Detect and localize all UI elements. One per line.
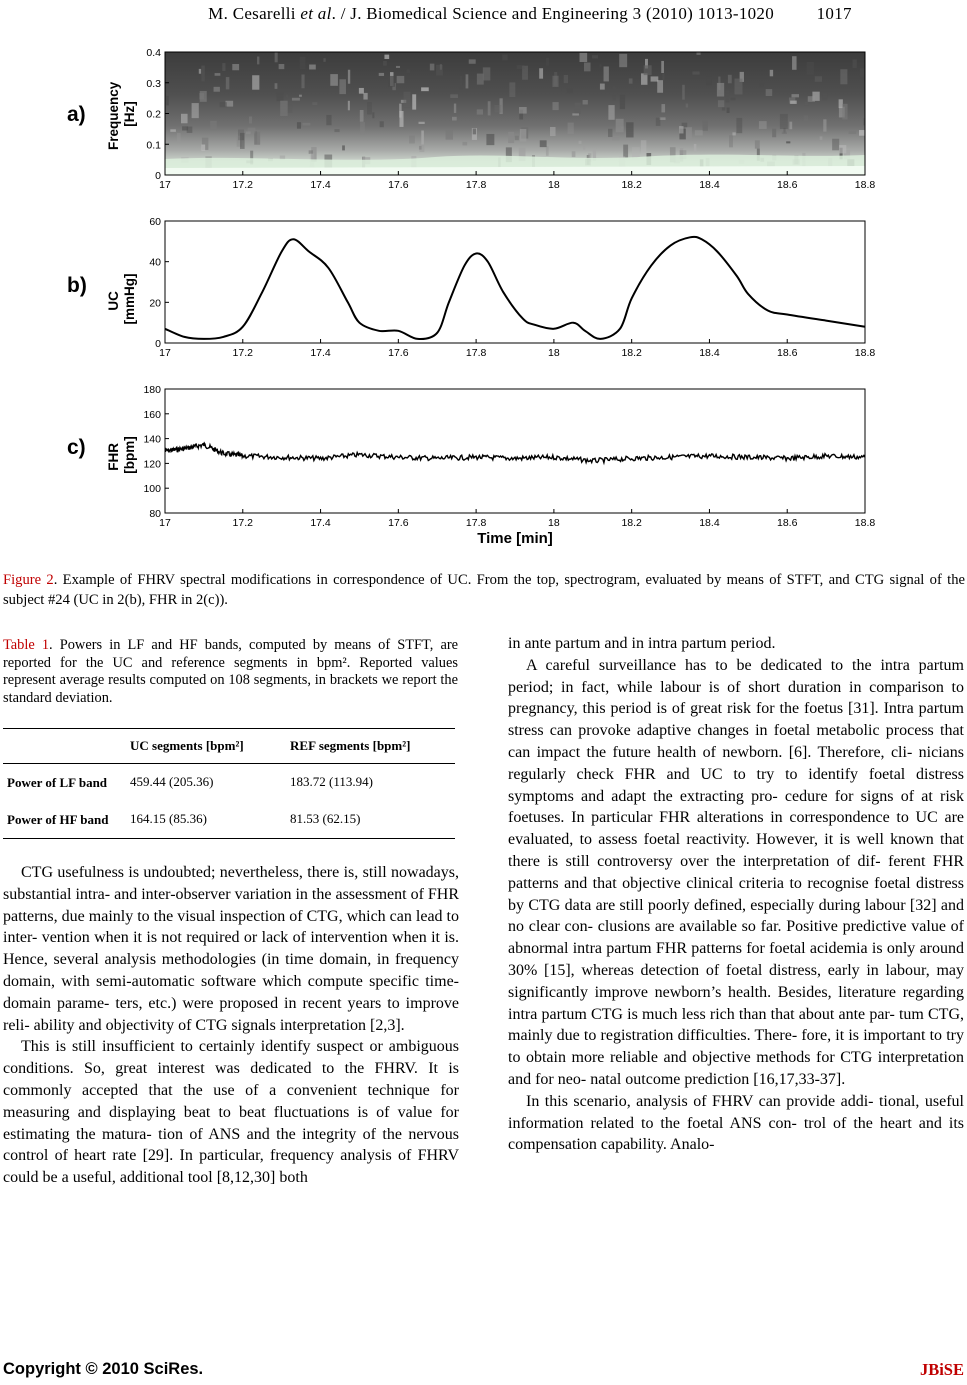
- x-axis-label: Time [min]: [477, 530, 553, 547]
- panel-c-tag: c): [67, 436, 86, 459]
- paragraph: This is still insufficient to certainly identify suspect or ambiguous conditions. So, great interest was dedicated to the FHRV. It is commonly accepted that the use of a convenient technique for measuring and displaying beat to beat fluctuations is of value for estimating the matura- tion of ANS and the integrity of the nervous control of heart rate [29]. In particular, frequency analysis of FHRV could be a useful, additional tool [8,12,30] both: [3, 1038, 459, 1187]
- spectrogram-cell: [226, 77, 230, 89]
- spectrogram-cell: [695, 130, 703, 135]
- spectrogram-cell: [842, 104, 847, 120]
- spectrogram-cell: [249, 117, 252, 124]
- y-tick-label: 0: [155, 170, 161, 182]
- spectrogram-cell: [383, 61, 387, 66]
- x-tick-label: 17: [159, 517, 171, 529]
- table-cell-uc: 459.44 (205.36): [130, 774, 214, 789]
- figure-caption-label: Figure 2: [3, 572, 54, 588]
- table-row: [3, 764, 455, 801]
- paragraph: In this scenario, analysis of FHRV can provide addi- tional, useful information related to the foetal ANS con- trol of the heart and its compensation capability. Analo-: [508, 1092, 964, 1154]
- spectrogram-cell: [300, 57, 306, 69]
- spectrogram-cell: [240, 133, 245, 149]
- spectrogram-cell: [696, 52, 700, 55]
- table-caption: [3, 637, 458, 707]
- x-tick-label: 18.2: [621, 517, 642, 529]
- x-tick-label: 18: [548, 347, 560, 359]
- spectrogram-cell: [789, 122, 792, 130]
- spectrogram-cell: [409, 136, 415, 144]
- x-tick-label: 17.6: [388, 179, 409, 191]
- spectrogram-cell: [612, 86, 615, 100]
- paragraph: in ante partum and in intra partum period.: [508, 635, 776, 652]
- spectrogram-cell: [323, 58, 325, 62]
- spectrogram-cell: [656, 118, 661, 126]
- spectrogram-cell: [220, 102, 227, 107]
- spectrogram-cell: [450, 94, 458, 98]
- spectrogram-cell: [210, 121, 217, 130]
- spectrogram-cell: [309, 150, 313, 154]
- spectrogram-cell: [275, 52, 278, 62]
- spectrogram-cell: [477, 74, 484, 85]
- y-tick-label: 100: [143, 483, 161, 496]
- spectrogram-cell: [840, 69, 847, 84]
- spectrogram-cell: [572, 113, 579, 115]
- x-tick-label: 17.6: [388, 347, 409, 359]
- spectrogram-cell: [509, 82, 515, 97]
- y-tick-label: 140: [143, 433, 161, 446]
- table-row-label: Power of LF band: [7, 774, 108, 790]
- x-tick-label: 17.8: [465, 347, 487, 359]
- y-tick-label: 0: [155, 338, 161, 350]
- spectrogram-cell: [540, 140, 547, 147]
- x-tick-label: 17: [159, 179, 171, 191]
- spectrogram-cell: [446, 130, 453, 140]
- spectrogram-cell: [736, 118, 742, 133]
- x-tick-label: 17.6: [388, 517, 409, 529]
- spectrogram-cell: [583, 146, 585, 150]
- table-row-label: Power of HF band: [3, 800, 126, 839]
- panel-b-ylabel-l1: UC: [106, 291, 121, 311]
- spectrogram-cell: [494, 105, 501, 113]
- spectrogram-cell: [832, 139, 839, 151]
- spectrogram-cell: [579, 141, 582, 144]
- spectrogram-cell: [517, 65, 525, 69]
- x-tick-label: 17.2: [232, 517, 253, 529]
- spectrogram-cell: [348, 70, 350, 84]
- spectrogram-cell: [508, 132, 514, 143]
- spectrogram-cell: [302, 123, 310, 126]
- spectrogram-cell: [564, 75, 568, 83]
- x-tick-label: 17.2: [232, 179, 253, 191]
- spectrogram-cell: [326, 115, 331, 125]
- spectrogram-cell: [623, 145, 628, 158]
- spectrogram-cell: [192, 103, 199, 118]
- spectrogram-cell: [222, 63, 225, 71]
- x-tick-label: 18.4: [699, 517, 720, 529]
- panel-b-ylabel-l2: [mmHg]: [122, 273, 137, 325]
- spectrogram-cell: [275, 83, 278, 89]
- x-tick-label: 18.8: [854, 517, 876, 529]
- spectrogram-cell: [759, 83, 764, 87]
- header-et-al: et al: [300, 4, 332, 23]
- spectrogram-cell: [735, 79, 743, 95]
- spectrogram-cell: [808, 96, 815, 102]
- spectrogram-cell: [421, 87, 429, 91]
- spectrogram-cell: [232, 64, 239, 70]
- x-tick-label: 18: [548, 179, 560, 191]
- spectrogram-cell: [641, 140, 647, 155]
- spectrogram-cell: [685, 127, 692, 139]
- spectrogram-cell: [552, 102, 558, 110]
- spectrogram-cell: [550, 127, 556, 136]
- spectrogram-cell: [177, 133, 181, 143]
- spectrogram-cell: [546, 58, 549, 66]
- spectrogram-cell: [791, 94, 799, 97]
- table-header-blank: [3, 729, 126, 764]
- body-left-column: [3, 862, 459, 1189]
- spectrogram-cell: [473, 129, 476, 135]
- spectrogram-cell: [460, 76, 462, 89]
- spectrogram-cell: [651, 76, 659, 81]
- spectrogram-cell: [170, 129, 176, 132]
- panel-b-tag: b): [67, 274, 87, 297]
- spectrogram-cell: [703, 120, 708, 131]
- spectrogram-cell: [215, 73, 221, 76]
- y-tick-label: 0.2: [146, 108, 161, 121]
- spectrogram-cell: [360, 122, 365, 134]
- spectrogram-cell: [412, 94, 416, 109]
- y-tick-label: 0.1: [146, 139, 161, 152]
- spectrogram-cell: [404, 92, 411, 107]
- spectrogram-cell: [786, 141, 790, 143]
- spectrogram-cell: [452, 117, 457, 121]
- spectrogram-cell: [277, 91, 284, 101]
- spectrogram-cell: [807, 62, 814, 75]
- x-tick-label: 18.6: [777, 179, 798, 191]
- spectrogram-cell: [865, 112, 872, 119]
- spectrogram-cell: [717, 83, 724, 97]
- spectrogram-cell: [839, 145, 846, 153]
- y-tick-label: 0.3: [146, 77, 161, 90]
- x-tick-label: 17.2: [232, 347, 253, 359]
- spectrogram-cell: [644, 65, 652, 75]
- fhr-series-line: [165, 443, 865, 463]
- spectrogram-cell: [660, 117, 666, 120]
- spectrogram-cell: [430, 64, 435, 71]
- panel-b-frame: [165, 221, 865, 343]
- spectrogram-cell: [515, 136, 519, 140]
- x-tick-label: 17.4: [310, 179, 331, 191]
- spectrogram-cell: [641, 73, 647, 84]
- spectrogram-cell: [286, 95, 288, 98]
- x-tick-label: 18.4: [699, 347, 720, 359]
- y-tick-label: 60: [149, 216, 161, 228]
- spectrogram-cell: [657, 80, 663, 93]
- x-tick-label: 18.4: [699, 179, 720, 191]
- spectrogram-cell: [604, 66, 609, 81]
- spectrogram-cell: [519, 107, 527, 114]
- spectrogram-cell: [279, 64, 285, 69]
- x-tick-label: 17.8: [465, 517, 487, 529]
- x-tick-label: 18.2: [621, 179, 642, 191]
- panel-a: [67, 47, 875, 191]
- panel-c-xticks: [159, 509, 875, 529]
- spectrogram-cell: [584, 63, 591, 72]
- spectrogram-cell: [580, 53, 588, 62]
- table-cell-uc: 164.15 (85.36): [126, 800, 286, 839]
- spectrogram-cell: [849, 131, 857, 134]
- spectrogram-cell: [292, 98, 300, 101]
- spectrogram-cell: [820, 136, 823, 139]
- spectrogram-cell: [792, 56, 797, 70]
- page-number: 1017: [816, 4, 852, 23]
- spectrogram-cell: [436, 65, 443, 76]
- spectrogram-cell: [483, 67, 490, 80]
- spectrogram-cell: [199, 69, 201, 74]
- spectrogram-cell: [406, 69, 410, 73]
- y-tick-label: 180: [143, 384, 161, 396]
- spectrogram-cell: [419, 146, 422, 150]
- spectrogram-cell: [252, 75, 259, 89]
- spectrogram-cell: [280, 101, 288, 116]
- spectrogram-cell: [539, 68, 543, 78]
- figure-caption: [3, 570, 965, 610]
- x-tick-label: 17: [159, 347, 171, 359]
- spectrogram-cell: [815, 76, 822, 82]
- spectrogram-cell: [822, 93, 827, 101]
- x-tick-label: 17.4: [310, 347, 331, 359]
- uc-series-line: [165, 237, 865, 339]
- panel-c-ylabel: [106, 436, 137, 474]
- spectrogram-cell: [616, 119, 624, 132]
- x-tick-label: 17.8: [465, 179, 487, 191]
- spectrogram-cell: [201, 66, 204, 82]
- y-tick-label: 80: [149, 508, 161, 520]
- spectrogram-cell: [782, 132, 787, 134]
- spectrogram-cell: [312, 102, 317, 105]
- table-row: [3, 800, 455, 839]
- y-tick-label: 0.4: [146, 47, 161, 59]
- spectrogram-cell: [552, 76, 558, 87]
- footer-journal: JBiSE: [919, 1360, 964, 1379]
- spectrogram-cell: [621, 126, 624, 130]
- spectrogram-cell: [780, 114, 788, 129]
- x-tick-label: 18: [548, 517, 560, 529]
- panel-b: [67, 216, 875, 359]
- panel-b-ylabel: [106, 274, 137, 325]
- spectrogram-cell: [257, 56, 259, 64]
- spectrogram-cell: [600, 84, 605, 90]
- spectrogram-cell: [372, 112, 374, 118]
- spectrogram-cell: [727, 108, 730, 113]
- spectrogram-cell: [728, 75, 732, 83]
- panel-a-tag: a): [67, 103, 86, 126]
- spectrogram-cell: [299, 95, 302, 97]
- table-caption-label: Table 1: [3, 637, 50, 653]
- table-caption-text: . Powers in LF and HF bands, computed by means of STFT, are reported for the UC and reference segments in bpm². Reported values represent average results computed on 108 segments, in brackets we report the standard deviation.: [3, 637, 459, 706]
- spectrogram-cell: [730, 98, 735, 100]
- spectrogram-cell: [732, 132, 735, 135]
- panel-c-ylabel-l1: FHR: [106, 443, 121, 471]
- spectrogram-cell: [804, 115, 808, 121]
- spectrogram-cell: [246, 131, 251, 134]
- spectrogram-cell: [520, 129, 526, 142]
- spectrogram-cell: [502, 54, 507, 60]
- spectrogram-cell: [629, 78, 633, 83]
- y-tick-label: 120: [143, 458, 161, 471]
- x-tick-label: 18.6: [777, 517, 798, 529]
- spectrogram-cell: [477, 109, 483, 114]
- spectrogram-cell: [853, 59, 857, 68]
- spectrogram-cell: [546, 146, 549, 156]
- spectrogram-cell: [686, 103, 688, 107]
- header-citation: . / J. Biomedical Science and Engineering 3 (2010) 1013-1020: [331, 4, 775, 23]
- spectrogram-cell: [706, 77, 712, 86]
- spectrogram-cell: [692, 71, 699, 74]
- figure-caption-text: . Example of FHRV spectral modifications in correspondence of UC. From the top, spectrogram, evaluated by means of STFT, and CTG signal of the subject #24 (UC in 2(b), FHR in 2(c)).: [3, 572, 965, 608]
- spectrogram-cell: [661, 104, 665, 112]
- spectrogram-cell: [360, 110, 364, 122]
- spectrogram-cell: [166, 96, 169, 105]
- x-tick-label: 18.8: [854, 179, 876, 191]
- spectrogram-cell: [257, 131, 260, 145]
- spectrogram-cell: [662, 73, 664, 80]
- footer-copyright: Copyright © 2010 SciRes.: [3, 1360, 204, 1378]
- spectrogram-cell: [297, 122, 301, 128]
- x-tick-label: 18.8: [854, 347, 876, 359]
- spectrogram-cell: [619, 54, 627, 67]
- spectrogram-cell: [399, 111, 403, 127]
- table-header-ref: REF segments [bpm²]: [286, 729, 455, 764]
- y-tick-label: 40: [149, 256, 161, 269]
- x-tick-label: 17.4: [310, 517, 331, 529]
- panel-c-ylabel-l2: [bpm]: [122, 436, 137, 474]
- spectrogram-cell: [568, 123, 574, 134]
- panel-a-ylabel-l2: [Hz]: [122, 101, 137, 127]
- spectrogram-cell: [363, 93, 367, 100]
- spectrogram-cell: [330, 74, 338, 86]
- spectrogram-cell: [454, 104, 456, 113]
- spectrogram-cell: [342, 145, 345, 150]
- table-1: [3, 728, 455, 839]
- spectrogram-cell: [608, 129, 612, 137]
- spectrogram-cell: [380, 121, 384, 127]
- spectrogram-cell: [388, 76, 395, 87]
- spectrogram-cell: [599, 64, 601, 67]
- spectrogram-cell: [379, 73, 384, 76]
- spectrogram-cell: [367, 102, 372, 114]
- table-header-uc: UC segments [bpm²]: [126, 729, 286, 764]
- spectrogram-cell: [766, 89, 773, 96]
- y-tick-label: 160: [143, 408, 161, 421]
- panel-a-ylabel: [106, 78, 137, 150]
- spectrogram-cell: [722, 107, 725, 110]
- spectrogram-cell: [187, 127, 193, 133]
- x-tick-label: 18.2: [621, 347, 642, 359]
- spectrogram-cell: [626, 122, 633, 137]
- spectrogram-cell: [359, 88, 364, 94]
- spectrogram-cell: [334, 129, 339, 132]
- spectrogram-cell: [790, 101, 797, 104]
- spectrogram-cell: [339, 79, 346, 94]
- spectrogram-cell: [301, 75, 304, 89]
- spectrogram-cell: [181, 114, 188, 123]
- spectrogram-cell: [421, 131, 424, 145]
- spectrogram-cell: [694, 144, 696, 151]
- spectrogram-cell: [384, 55, 389, 59]
- spectrogram-cell: [199, 93, 204, 99]
- spectrogram-cell: [309, 65, 316, 70]
- spectrogram-cell: [572, 151, 576, 157]
- body-right-column: [508, 633, 964, 1156]
- spectrogram-cell: [462, 142, 467, 146]
- spectrogram-cell: [726, 90, 730, 102]
- spectrogram-cell: [201, 145, 205, 151]
- table-cell-ref: 81.53 (62.15): [286, 800, 455, 839]
- paragraph: A careful surveillance has to be dedicated to the intra partum period; in fact, while labour is of short duration in comparison to pregnancy, this period is of great risk for the foetus [31]. Intra partum stress can provoke adaptive changes in foetal metabolic process that can impact the future health of newborn. [6]. Therefore, cli- nicians regularly check FHR and UC to try to identify foetal distress symptoms and adapt the extracting pro- cedure for signs of at risk foetuses. In particular FHR alterations in correspondence to UC are evaluated, to assess foetal reactivity. However, it is well known that there is still controversy over the interpretation of dif- ferent FHR patterns and that objective clinical criteria to recognise foetal distress by CTG data are still poorly defined, especially during labour [32] and no clear con- clusions are available so far. Positive predictive value of abnormal intra partum FHR patterns for foetal acidemia is only around 30% [15], whereas detection of foetal distress, early in labour, may significantly improve newborn’s health. Besides, literature regarding intra partum CTG is much less rich than that about ante par- tum CTG, mainly due to registration difficulties. There- fore, it is important to try to obtain more reliable and objective methods for CTG interpretation and for neo- natal outcome prediction [16,17,33-37].: [508, 656, 964, 1088]
- y-tick-label: 20: [149, 297, 161, 310]
- spectrogram-cell: [397, 76, 405, 83]
- x-tick-label: 18.6: [777, 347, 798, 359]
- spectrogram-cell: [805, 102, 809, 106]
- running-header: [100, 4, 960, 24]
- spectrogram-cell: [770, 70, 773, 76]
- spectrogram-cell: [620, 95, 625, 109]
- panel-b-xticks: [159, 339, 875, 359]
- spectrogram-cell: [486, 134, 494, 145]
- spectrogram-cell: [661, 61, 664, 73]
- spectrogram-cell: [823, 119, 826, 131]
- spectrogram-cell: [583, 100, 588, 104]
- panel-c: [67, 384, 875, 529]
- spectrogram-cell: [612, 136, 619, 141]
- table-cell-ref: 183.72 (113.94): [290, 774, 373, 789]
- spectrogram-cell: [759, 121, 767, 129]
- spectrogram-cell: [755, 140, 760, 148]
- panel-a-ylabel-l1: Frequency: [106, 81, 121, 151]
- spectrogram-cell: [592, 55, 598, 58]
- spectrogram-cell: [863, 118, 869, 125]
- spectrogram-cell: [469, 59, 476, 63]
- spectrogram-cell: [608, 105, 614, 120]
- spectrogram-cell: [772, 129, 776, 138]
- table-header-row: [3, 729, 455, 764]
- spectrogram-cell: [679, 126, 683, 133]
- spectrogram-cell: [729, 135, 733, 147]
- spectrogram-cell: [488, 101, 491, 115]
- figure-2: [55, 38, 910, 553]
- spectrogram-cell: [682, 85, 685, 100]
- spectrogram-cell: [466, 74, 469, 88]
- spectrogram-cell: [566, 88, 572, 93]
- spectrogram-cell: [348, 101, 350, 111]
- spectrogram-cell: [575, 103, 581, 114]
- spectrogram-cell: [396, 66, 400, 68]
- header-authors: M. Cesarelli: [208, 4, 301, 23]
- spectrogram-cell: [419, 122, 425, 124]
- panel-c-frame: [165, 389, 865, 513]
- spectrogram-cell: [214, 87, 220, 92]
- paragraph: CTG usefulness is undoubted; nevertheless, there is, still nowadays, substantial intra- and inter-observer variation in the assessment of FHR patterns, due mainly to the visual inspection of CTG, which can lead to inter- vention when it is not required or lack of intervention when it is. Hence, several analysis methodologies (in time domain, in frequency domain, with semi-automatic software which compute specific time-domain parame- ters, etc.) were proposed in recent years to improve reli- ability and objectivity of CTG signals interpretation [2,3].: [3, 864, 460, 1034]
- spectrogram-cell: [718, 100, 724, 107]
